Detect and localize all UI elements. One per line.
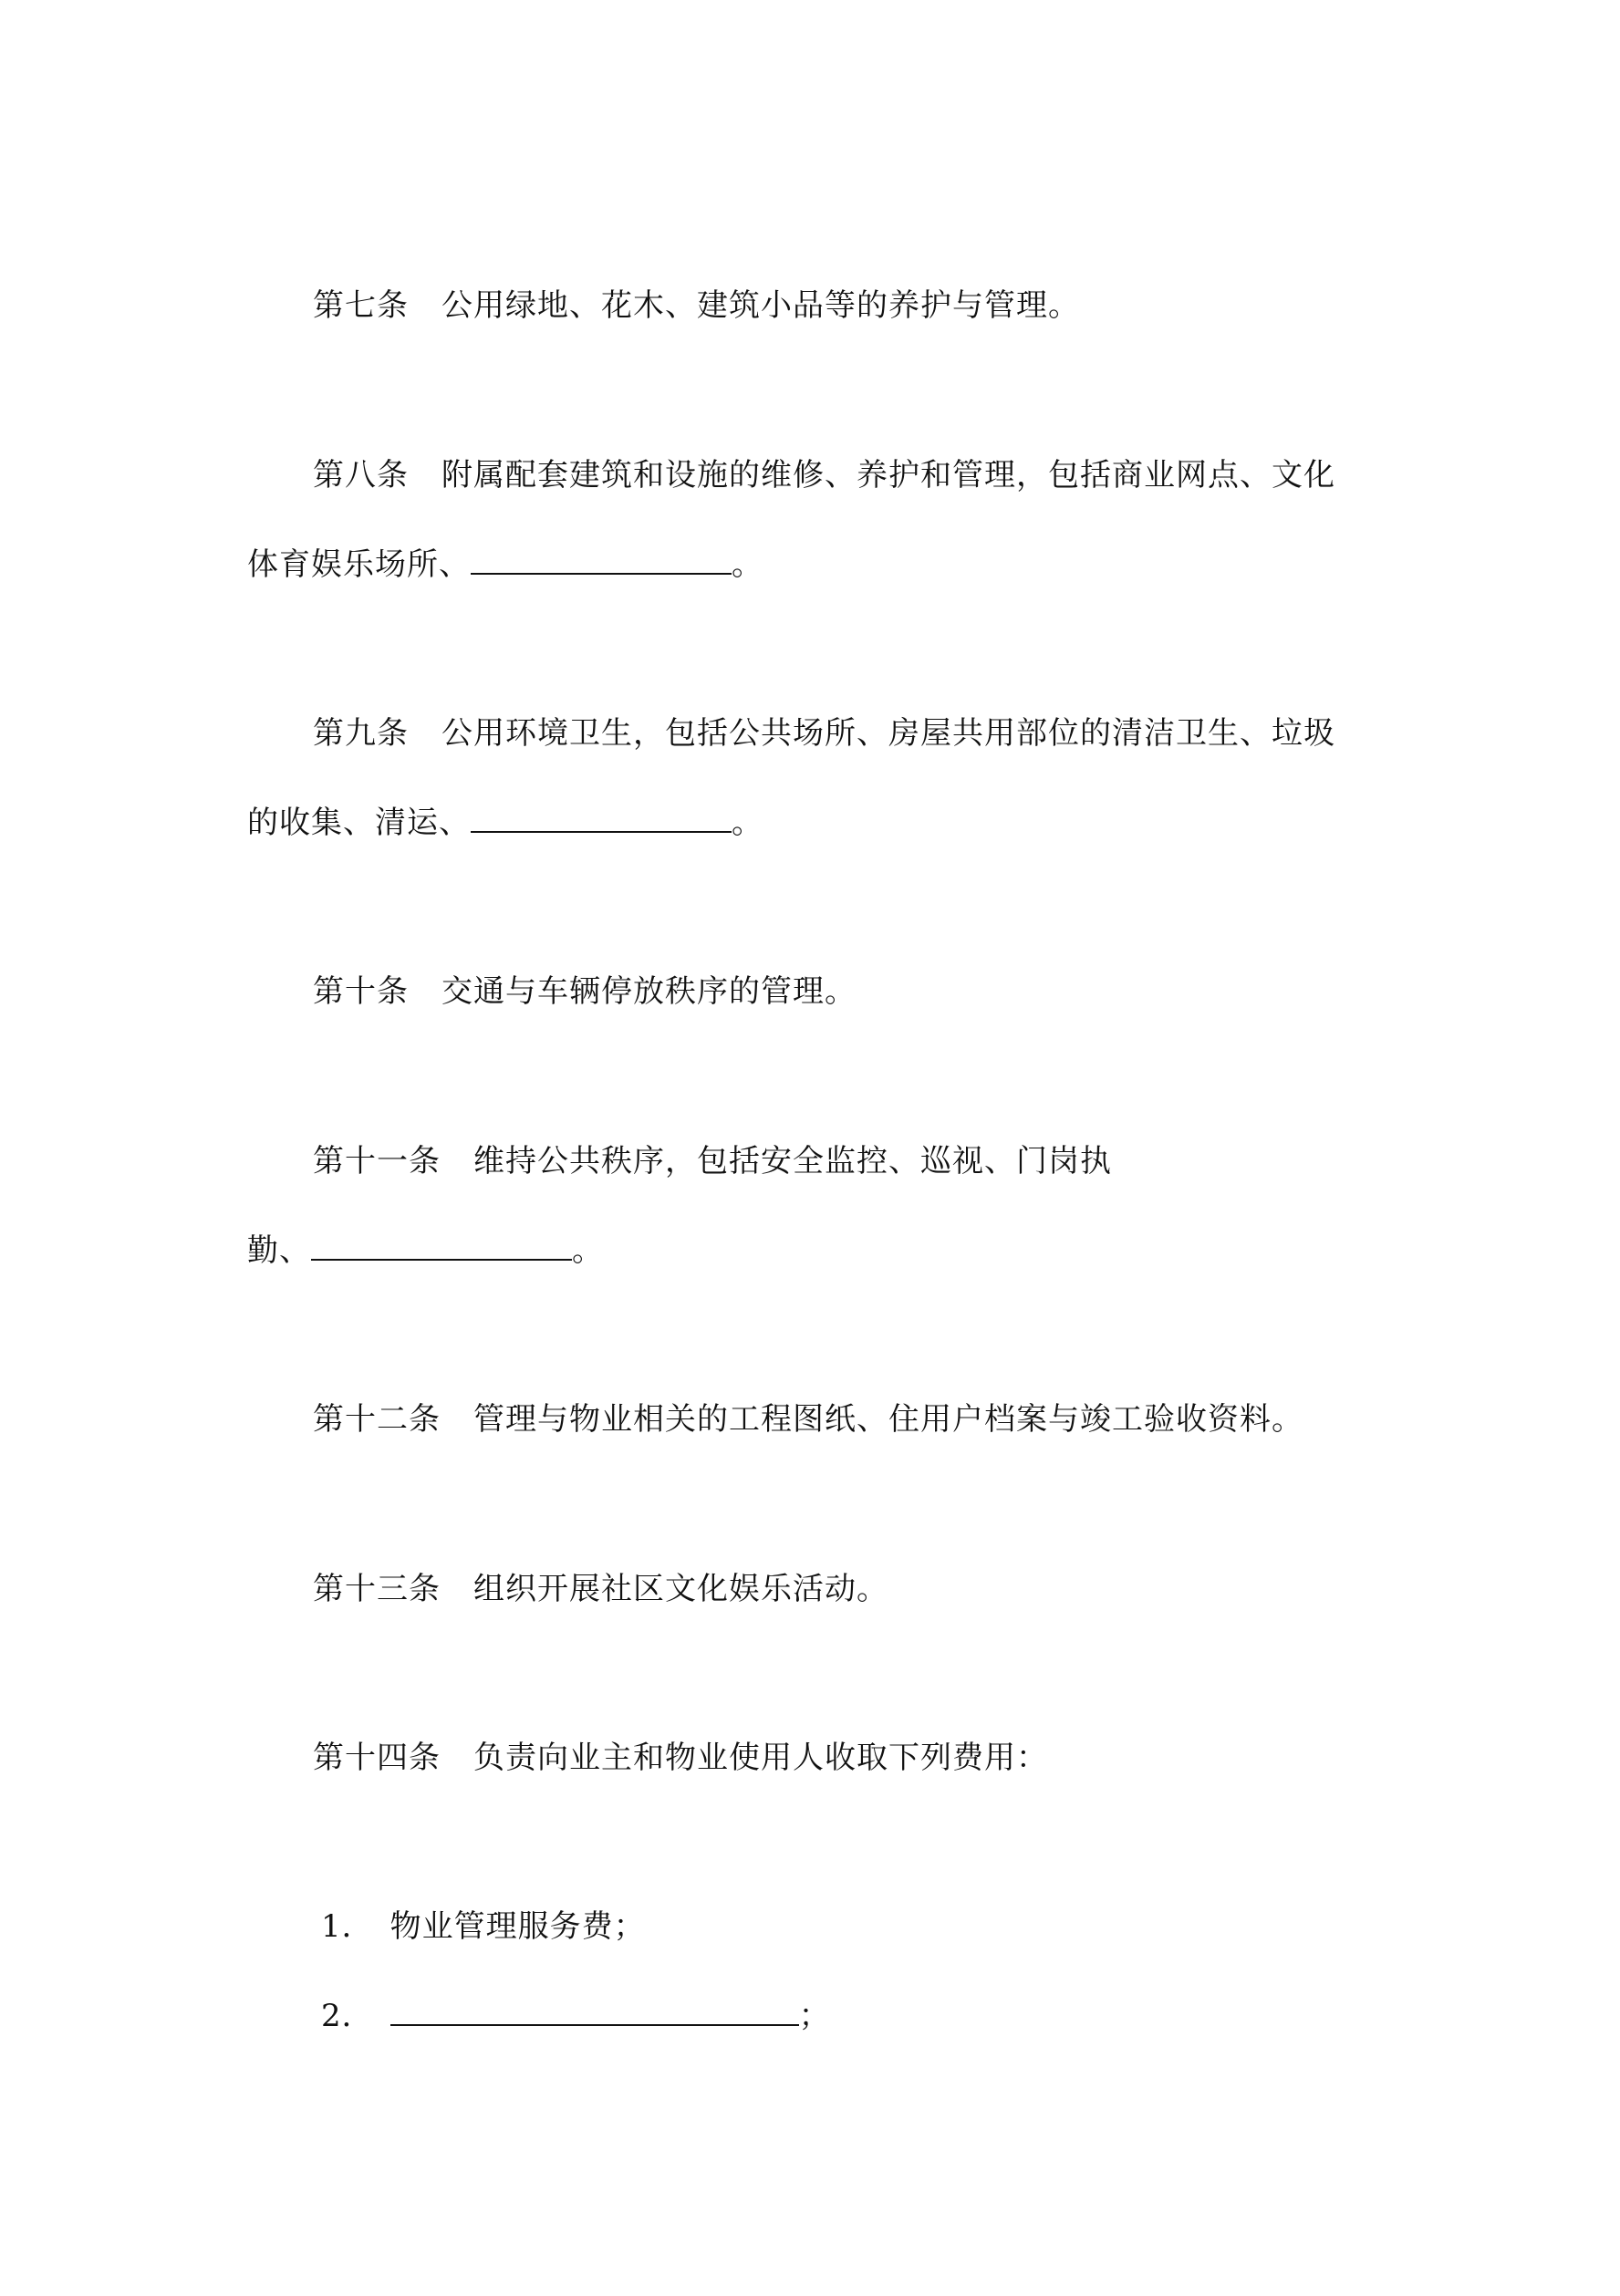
article-text: 公用绿地、花木、建筑小品等的养护与管理。	[441, 287, 1080, 324]
article-7	[313, 286, 1080, 326]
fee-text: ；	[798, 1998, 831, 2034]
article-text-end: 。	[732, 805, 763, 841]
article-text: 的收集、清运、	[247, 805, 471, 841]
article-14	[313, 1738, 1048, 1778]
article-text: 勤、	[247, 1232, 311, 1269]
fill-in-blank[interactable]	[471, 545, 732, 575]
fill-in-blank[interactable]	[311, 1231, 572, 1261]
fee-text: 物业管理服务费；	[389, 1908, 646, 1945]
article-text: 组织开展社区文化娱乐活动。	[473, 1571, 888, 1607]
article-text-end: 。	[572, 1232, 604, 1269]
fill-in-blank[interactable]	[471, 804, 732, 833]
article-text-end: 。	[732, 546, 763, 583]
fee-item-1	[321, 1906, 646, 1947]
article-text: 负责向业主和物业使用人收取下列费用：	[473, 1740, 1048, 1776]
article-12	[313, 1399, 1303, 1439]
article-number: 第十一条	[313, 1143, 441, 1179]
article-number: 第八条	[313, 457, 409, 493]
fill-in-blank[interactable]	[390, 1997, 799, 2026]
article-10	[313, 971, 857, 1012]
article-text: 公用环境卫生，包括公共场所、房屋共用部位的清洁卫生、垃圾	[441, 715, 1335, 752]
article-11-continued	[247, 1231, 604, 1271]
article-8	[313, 455, 1335, 495]
article-number: 第十二条	[313, 1401, 441, 1438]
article-11	[313, 1141, 1112, 1181]
article-number: 第十四条	[313, 1740, 441, 1776]
fee-number: 1．	[321, 1908, 374, 1945]
article-9	[313, 713, 1335, 753]
article-number: 第十条	[313, 973, 409, 1010]
article-8-continued	[247, 545, 763, 585]
article-13	[313, 1569, 888, 1609]
article-text: 维持公共秩序，包括安全监控、巡视、门岗执	[473, 1143, 1112, 1179]
article-number: 第七条	[313, 287, 409, 324]
article-9-continued	[247, 803, 763, 843]
fee-number: 2．	[321, 1998, 374, 2034]
article-text: 管理与物业相关的工程图纸、住用户档案与竣工验收资料。	[473, 1401, 1303, 1438]
fee-item-2	[321, 1996, 831, 2036]
article-number: 第九条	[313, 715, 409, 752]
article-text: 附属配套建筑和设施的维修、养护和管理，包括商业网点、文化	[441, 457, 1335, 493]
article-text: 交通与车辆停放秩序的管理。	[441, 973, 857, 1010]
article-number: 第十三条	[313, 1571, 441, 1607]
article-text: 体育娱乐场所、	[247, 546, 471, 583]
